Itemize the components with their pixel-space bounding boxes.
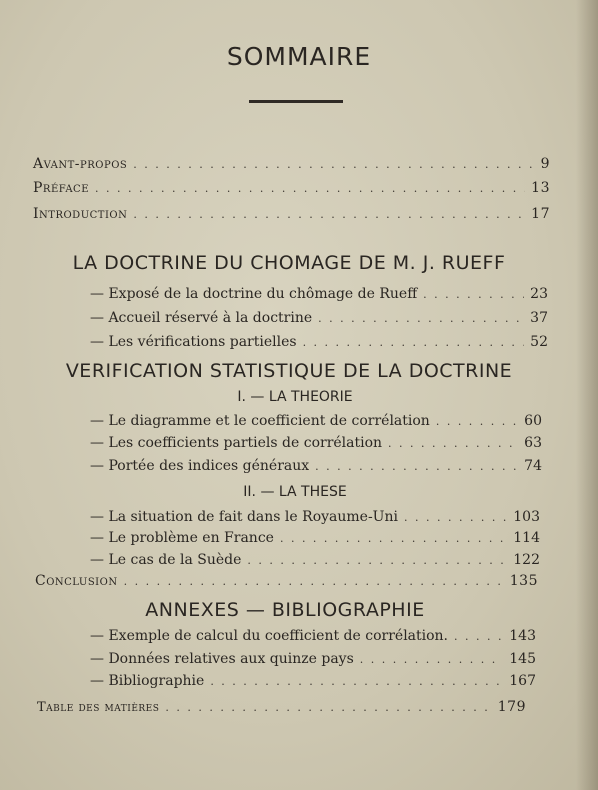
toc-label: — Le cas de la Suède	[90, 552, 242, 568]
dot-leader	[280, 532, 507, 545]
toc-label: Table des matières	[37, 700, 160, 715]
dot-leader	[315, 460, 518, 473]
toc-label: Avant-propos	[33, 156, 128, 172]
toc-page: 143	[509, 628, 536, 644]
toc-page: 63	[524, 435, 542, 451]
toc-label: — La situation de fait dans le Royaume-Uni	[90, 509, 398, 525]
dot-leader	[165, 701, 491, 714]
toc-row	[90, 458, 542, 474]
toc-row	[90, 552, 540, 568]
dot-leader	[360, 653, 503, 666]
toc-row	[90, 435, 542, 451]
toc-page: 37	[530, 310, 548, 326]
toc-page: 122	[513, 552, 540, 568]
toc-label: Conclusion	[35, 573, 118, 589]
toc-label: — Exposé de la doctrine du chômage de Rueff	[90, 286, 418, 302]
toc-row-introduction	[33, 206, 550, 222]
dot-leader	[388, 437, 518, 450]
toc-row	[90, 310, 548, 326]
title-rule	[249, 100, 343, 103]
dot-leader	[210, 675, 503, 688]
dot-leader	[318, 312, 524, 325]
toc-row	[90, 530, 540, 546]
toc-page: 52	[530, 334, 548, 350]
toc-row	[90, 651, 536, 667]
toc-page: 74	[524, 458, 542, 474]
subheading-these: II. — LA THESE	[243, 484, 347, 500]
toc-page: 60	[524, 413, 542, 429]
toc-page: 103	[513, 509, 540, 525]
toc-page: 135	[509, 573, 538, 589]
section-heading-annexes: ANNEXES — BIBLIOGRAPHIE	[145, 599, 425, 621]
toc-page: 13	[531, 180, 550, 196]
toc-row-conclusion	[35, 573, 538, 589]
toc-label: — Les coefficients partiels de corrélation	[90, 435, 383, 451]
toc-label: — Bibliographie	[90, 673, 205, 689]
toc-row-avant-propos	[33, 156, 550, 172]
toc-label: — Les vérifications partielles	[90, 334, 297, 350]
toc-row	[90, 286, 548, 302]
dot-leader	[423, 288, 524, 301]
toc-label: — Portée des indices généraux	[90, 458, 310, 474]
toc-row	[90, 334, 548, 350]
section-heading-verification: VERIFICATION STATISTIQUE DE LA DOCTRINE	[65, 360, 513, 382]
dot-leader	[436, 415, 518, 428]
dot-leader	[247, 554, 507, 567]
toc-row	[90, 673, 536, 689]
dot-leader	[404, 511, 507, 524]
toc-row	[90, 413, 542, 429]
section-heading-doctrine: LA DOCTRINE DU CHOMAGE DE M. J. RUEFF	[72, 252, 506, 274]
toc-label: — Exemple de calcul du coefficient de corrélation.	[90, 628, 449, 644]
toc-label: Préface	[33, 180, 89, 196]
dot-leader	[133, 158, 534, 171]
toc-label: — Le diagramme et le coefficient de corrélation	[90, 413, 430, 429]
toc-page: 114	[513, 530, 540, 546]
toc-label: Introduction	[33, 206, 128, 222]
page-title: SOMMAIRE	[226, 42, 372, 71]
toc-label: — Le problème en France	[90, 530, 274, 546]
toc-page: 167	[509, 673, 536, 689]
toc-row-preface	[33, 180, 550, 196]
toc-page: 17	[531, 206, 550, 222]
toc-page: 179	[497, 699, 526, 715]
dot-leader	[124, 575, 504, 588]
toc-label: — Accueil réservé à la doctrine	[90, 310, 313, 326]
dot-leader	[303, 336, 525, 349]
toc-row	[90, 509, 540, 525]
toc-page: 23	[530, 286, 548, 302]
dot-leader	[133, 208, 525, 221]
subheading-theorie: I. — LA THEORIE	[237, 389, 353, 405]
toc-row-table-des-matieres	[37, 699, 526, 715]
toc-label: — Données relatives aux quinze pays	[90, 651, 354, 667]
toc-row	[90, 628, 536, 644]
toc-page: 9	[540, 156, 550, 172]
dot-leader	[95, 182, 525, 195]
toc-page: 145	[509, 651, 536, 667]
dot-leader	[454, 630, 503, 643]
